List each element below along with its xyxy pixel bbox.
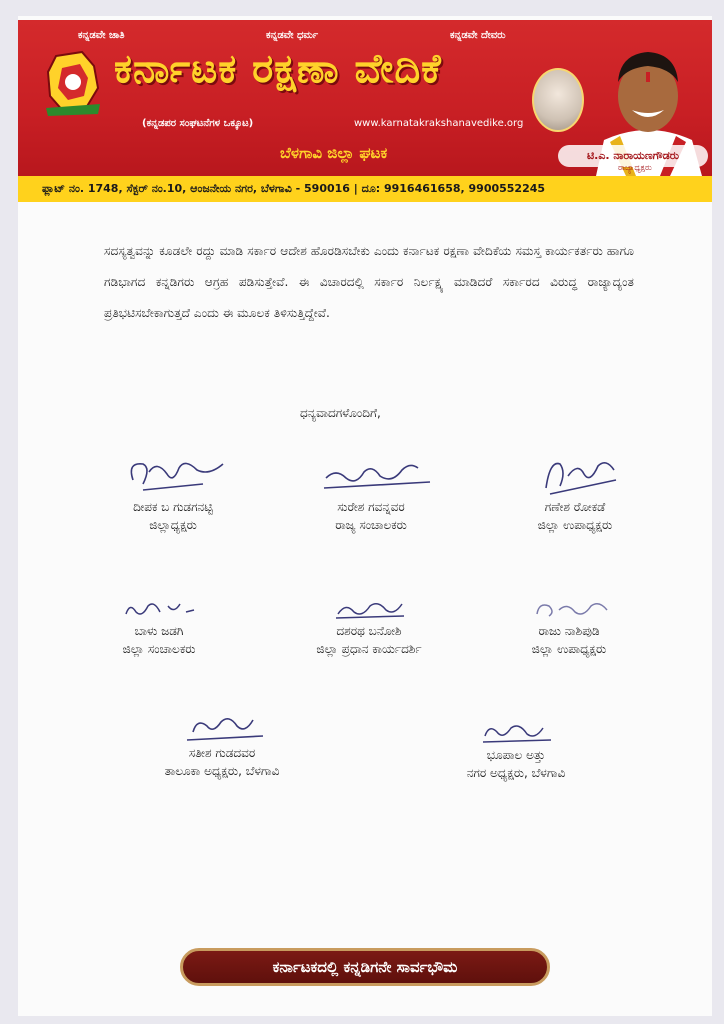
signatory-name: ದೀಪಕ ಬ ಗುಡಗನಟ್ಟಿ (133, 500, 213, 514)
signature-1 (113, 450, 233, 498)
organization-logo (42, 48, 104, 118)
website-link[interactable]: www.karnatakrakshanavedike.org (354, 118, 524, 129)
signatory-name: ಸುರೇಶ ಗವನ್ನವರ (337, 500, 405, 514)
signatory-3 (500, 450, 650, 534)
signatory-name: ಸತೀಶ ಗುಡದವರ (188, 746, 256, 760)
organization-subtitle: (ಕನ್ನಡಪರ ಸಂಘಟನೆಗಳ ಒಕ್ಕೂಟ) (142, 118, 254, 129)
closing-thanks: ಧನ್ಯವಾದಗಳೊಂದಿಗೆ, (300, 406, 381, 420)
signatory-4 (84, 596, 234, 658)
founder-portrait (532, 68, 584, 132)
signatory-name: ರಾಜು ನಾಶಿಪುಡಿ (538, 624, 600, 638)
letterhead-banner (18, 20, 712, 176)
motto-right: ಕನ್ನಡವೇ ದೇವರು (450, 30, 506, 41)
signatory-6 (494, 596, 644, 658)
signatory-name: ಭೂಪಾಲ ಅತ್ತು (486, 748, 546, 762)
signatory-role: ಜಿಲ್ಲಾಧ್ಯಕ್ಷರು (149, 518, 197, 532)
motto-left: ಕನ್ನಡವೇ ಜಾತಿ (78, 30, 125, 41)
signatory-role: ಜಿಲ್ಲಾ ಪ್ರಧಾನ ಕಾರ್ಯದರ್ಶಿ (316, 642, 422, 656)
leader-role: ರಾಜ್ಯಾಧ್ಯಕ್ಷರು (618, 163, 652, 172)
signature-4 (114, 596, 204, 622)
signatory-role: ರಾಜ್ಯ ಸಂಚಾಲಕರು (335, 518, 407, 532)
address-bar: ಫ್ಲಾಟ್ ನಂ. 1748, ಸೆಕ್ಟರ್ ನಂ.10, ಆಂಜನೇಯ ನಗರ, ಬೆಳಗಾವಿ - 590016 | ದೂ: 9916461658, 9900552245 (18, 176, 712, 202)
signatory-name: ದಶರಥ ಬನೋಶಿ (336, 624, 402, 638)
district-unit-title: ಬೆಳಗಾವಿ ಜಿಲ್ಲಾ ಘಟಕ (280, 144, 388, 162)
motto-center: ಕನ್ನಡವೇ ಧರ್ಮ (266, 30, 319, 41)
leader-name-badge: ಟಿ.ಎ. ನಾರಾಯಣಗೌಡರು (558, 145, 708, 167)
signatory-name: ಗಣೇಶ ರೋಕಡೆ (544, 500, 606, 514)
signature-5 (324, 596, 414, 622)
signature-7 (167, 708, 277, 744)
signature-2 (306, 450, 436, 498)
signature-3 (520, 450, 630, 498)
signatory-7 (132, 708, 312, 780)
signature-6 (519, 596, 619, 622)
signatory-8 (426, 718, 606, 782)
signatory-role: ಜಿಲ್ಲಾ ಉಪಾಧ್ಯಕ್ಷರು (537, 518, 613, 532)
signatory-2 (296, 450, 446, 534)
letter-body-paragraph: ಸದಸ್ಯತ್ವವನ್ನು ಕೂಡಲೇ ರದ್ದು ಮಾಡಿ ಸರ್ಕಾರ ಆದೇಶ ಹೊರಡಿಸಬೇಕು ಎಂದು ಕರ್ನಾಟಕ ರಕ್ಷಣಾ ವೇದಿಕೆಯ ಸಮಸ್ತ ಕಾರ್ಯಕರ್ತರು ಹಾಗೂ ಗಡಿಭಾಗದ ಕನ್ನಡಿಗರು ಆಗ್ರಹ ಪಡಿಸುತ್ತೇವೆ. ಈ ವಿಚಾರದಲ್ಲಿ ಸರ್ಕಾರ ನಿರ್ಲಕ್ಷ್ಯ ಮಾಡಿದರೆ ಸರ್ಕಾರದ ವಿರುದ್ಧ ರಾಜ್ಯಾದ್ಯಂತ ಪ್ರತಿಭಟಿಸಬೇಕಾಗುತ್ತದೆ ಎಂದು ಈ ಮೂಲಕ ತಿಳಿಸುತ್ತಿದ್ದೇವೆ. (104, 244, 634, 320)
footer-slogan: ಕರ್ನಾಟಕದಲ್ಲಿ ಕನ್ನಡಿಗನೇ ಸಾರ್ವಭೌಮ (180, 948, 550, 986)
signatory-5 (284, 596, 454, 658)
signatory-1 (98, 450, 248, 534)
signatory-name: ಬಾಳು ಜಡಗಿ (134, 624, 184, 638)
signature-8 (471, 718, 561, 746)
signatory-role: ತಾಲೂಕಾ ಅಧ್ಯಕ್ಷರು, ಬೆಳಗಾವಿ (164, 764, 280, 778)
signatory-role: ನಗರ ಅಧ್ಯಕ್ಷರು, ಬೆಳಗಾವಿ (466, 766, 566, 780)
organization-name: ಕರ್ನಾಟಕ ರಕ್ಷಣಾ ವೇದಿಕೆ (114, 46, 442, 92)
signatory-role: ಜಿಲ್ಲಾ ಉಪಾಧ್ಯಕ್ಷರು (531, 642, 607, 656)
signatory-role: ಜಿಲ್ಲಾ ಸಂಚಾಲಕರು (122, 642, 196, 656)
